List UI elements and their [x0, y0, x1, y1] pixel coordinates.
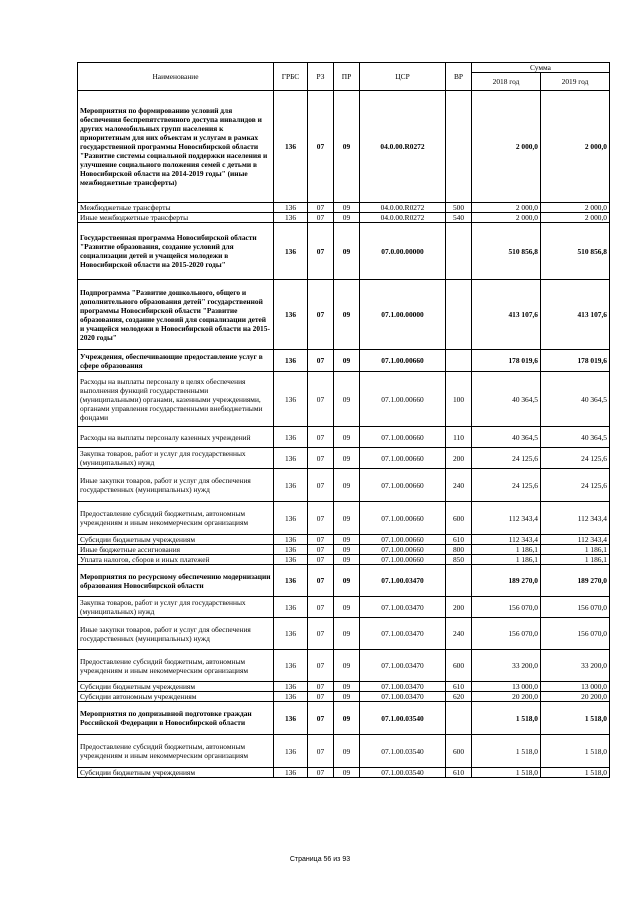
row-sum-2018: 156 070,0: [472, 597, 541, 618]
row-sum-2018: 2 000,0: [472, 213, 541, 223]
row-sum-2018: 40 364,5: [472, 372, 541, 427]
row-vr: 240: [446, 469, 472, 502]
row-pr: 09: [334, 280, 360, 350]
header-vr: ВР: [446, 63, 472, 91]
row-vr: [446, 223, 472, 280]
row-sum-2019: 1 518,0: [541, 702, 610, 735]
row-rz: 07: [308, 555, 334, 565]
row-rz: 07: [308, 350, 334, 372]
row-csr: 07.1.00.03470: [360, 650, 446, 682]
row-grbs: 136: [274, 223, 308, 280]
row-name: Мероприятия по ресурсному обеспечению модернизации образования Новосибирской области: [78, 565, 274, 597]
table-row: [78, 682, 610, 692]
row-grbs: 136: [274, 702, 308, 735]
row-pr: 09: [334, 223, 360, 280]
row-sum-2019: 20 200,0: [541, 692, 610, 702]
row-csr: 07.1.00.00660: [360, 502, 446, 535]
row-pr: 09: [334, 555, 360, 565]
row-pr: 09: [334, 768, 360, 778]
row-sum-2019: 510 856,8: [541, 223, 610, 280]
row-sum-2019: 24 125,6: [541, 469, 610, 502]
table-row: [78, 203, 610, 213]
row-sum-2018: 1 186,1: [472, 545, 541, 555]
row-rz: 07: [308, 597, 334, 618]
row-sum-2019: 1 518,0: [541, 735, 610, 768]
header-sum: Сумма: [472, 63, 610, 73]
row-grbs: 136: [274, 203, 308, 213]
row-sum-2018: 40 364,5: [472, 427, 541, 448]
table-row: [78, 223, 610, 280]
row-csr: 07.1.00.03470: [360, 692, 446, 702]
row-sum-2019: 1 186,1: [541, 545, 610, 555]
row-grbs: 136: [274, 768, 308, 778]
row-rz: 07: [308, 469, 334, 502]
row-vr: 610: [446, 768, 472, 778]
row-rz: 07: [308, 448, 334, 469]
row-sum-2018: 13 000,0: [472, 682, 541, 692]
table-row: [78, 535, 610, 545]
row-pr: 09: [334, 735, 360, 768]
row-rz: 07: [308, 280, 334, 350]
row-pr: 09: [334, 91, 360, 203]
row-grbs: 136: [274, 427, 308, 448]
row-rz: 07: [308, 682, 334, 692]
row-csr: 07.1.00.00660: [360, 555, 446, 565]
row-grbs: 136: [274, 502, 308, 535]
row-grbs: 136: [274, 597, 308, 618]
row-vr: 110: [446, 427, 472, 448]
table-row: [78, 735, 610, 768]
row-pr: 09: [334, 427, 360, 448]
table-row: [78, 768, 610, 778]
row-grbs: 136: [274, 682, 308, 692]
table-row: [78, 545, 610, 555]
row-sum-2018: 156 070,0: [472, 618, 541, 650]
row-name: Иные бюджетные ассигнования: [78, 545, 274, 555]
row-rz: 07: [308, 91, 334, 203]
row-sum-2018: 1 186,1: [472, 555, 541, 565]
row-name: Государственная программа Новосибирской области "Развитие образования, создание условий для социализации детей и учащейся молодежи в Новосибирской области на 2015-2020 годы": [78, 223, 274, 280]
row-pr: 09: [334, 213, 360, 223]
row-sum-2018: 24 125,6: [472, 469, 541, 502]
row-name: Расходы на выплаты персоналу в целях обеспечения выполнения функций государственными (муниципальными) органами, казенными учреждениями, органами управления государственными внебюджетными фондами: [78, 372, 274, 427]
row-rz: 07: [308, 203, 334, 213]
row-sum-2019: 112 343,4: [541, 535, 610, 545]
row-vr: 610: [446, 535, 472, 545]
row-sum-2018: 1 518,0: [472, 768, 541, 778]
row-name: Учреждения, обеспечивающие предоставление услуг в сфере образования: [78, 350, 274, 372]
row-name: Субсидии бюджетным учреждениям: [78, 768, 274, 778]
row-sum-2019: 413 107,6: [541, 280, 610, 350]
row-sum-2019: 178 019,6: [541, 350, 610, 372]
row-csr: 04.0.00.R0272: [360, 213, 446, 223]
row-grbs: 136: [274, 545, 308, 555]
row-sum-2018: 189 270,0: [472, 565, 541, 597]
row-pr: 09: [334, 502, 360, 535]
row-sum-2019: 40 364,5: [541, 372, 610, 427]
row-rz: 07: [308, 223, 334, 280]
row-name: Предоставление субсидий бюджетным, автономным учреждениям и иным некоммерческим организациям: [78, 735, 274, 768]
page-number: Страница 56 из 93: [289, 856, 351, 863]
row-sum-2018: 112 343,4: [472, 502, 541, 535]
row-grbs: 136: [274, 692, 308, 702]
row-sum-2019: 156 070,0: [541, 597, 610, 618]
row-vr: [446, 280, 472, 350]
row-vr: [446, 91, 472, 203]
row-sum-2018: 510 856,8: [472, 223, 541, 280]
row-grbs: 136: [274, 350, 308, 372]
table-row: [78, 213, 610, 223]
header-2018: 2018 год: [472, 73, 541, 91]
row-name: Субсидии бюджетным учреждениям: [78, 682, 274, 692]
row-sum-2019: 1 518,0: [541, 768, 610, 778]
row-rz: 07: [308, 213, 334, 223]
row-vr: 100: [446, 372, 472, 427]
row-sum-2018: 24 125,6: [472, 448, 541, 469]
table-row: [78, 502, 610, 535]
row-vr: 200: [446, 448, 472, 469]
row-pr: 09: [334, 350, 360, 372]
row-vr: [446, 565, 472, 597]
row-pr: 09: [334, 535, 360, 545]
header-grbs: ГРБС: [274, 63, 308, 91]
header-2019: 2019 год: [541, 73, 610, 91]
row-rz: 07: [308, 502, 334, 535]
row-sum-2018: 112 343,4: [472, 535, 541, 545]
row-csr: 07.1.00.03470: [360, 682, 446, 692]
row-csr: 07.1.00.03470: [360, 565, 446, 597]
row-grbs: 136: [274, 91, 308, 203]
row-sum-2019: 33 200,0: [541, 650, 610, 682]
row-pr: 09: [334, 372, 360, 427]
header-pr: ПР: [334, 63, 360, 91]
row-name: Иные межбюджетные трансферты: [78, 213, 274, 223]
row-sum-2018: 2 000,0: [472, 91, 541, 203]
row-csr: 07.1.00.03470: [360, 618, 446, 650]
row-sum-2019: 1 186,1: [541, 555, 610, 565]
row-name: Уплата налогов, сборов и иных платежей: [78, 555, 274, 565]
table-row: [78, 650, 610, 682]
row-pr: 09: [334, 682, 360, 692]
row-csr: 07.1.00.03540: [360, 735, 446, 768]
row-sum-2018: 1 518,0: [472, 702, 541, 735]
row-rz: 07: [308, 692, 334, 702]
row-csr: 07.1.00.00000: [360, 280, 446, 350]
row-rz: 07: [308, 535, 334, 545]
table-row: [78, 702, 610, 735]
row-csr: 07.1.00.00660: [360, 448, 446, 469]
table-row: [78, 555, 610, 565]
row-rz: 07: [308, 768, 334, 778]
row-rz: 07: [308, 702, 334, 735]
row-name: Подпрограмма "Развитие дошкольного, общего и дополнительного образования детей" государственной программы Новосибирской области "Развитие образования, создание условий для социализации детей и учащейся молодежи в Новосибирской области на 2015-2020 годы": [78, 280, 274, 350]
row-sum-2019: 24 125,6: [541, 448, 610, 469]
table-row: [78, 692, 610, 702]
row-vr: 600: [446, 650, 472, 682]
row-vr: 600: [446, 502, 472, 535]
table-row: [78, 618, 610, 650]
row-vr: 200: [446, 597, 472, 618]
row-rz: 07: [308, 427, 334, 448]
row-sum-2019: 156 070,0: [541, 618, 610, 650]
row-vr: [446, 350, 472, 372]
row-grbs: 136: [274, 565, 308, 597]
row-pr: 09: [334, 545, 360, 555]
row-rz: 07: [308, 618, 334, 650]
row-grbs: 136: [274, 555, 308, 565]
row-name: Субсидии бюджетным учреждениям: [78, 535, 274, 545]
row-rz: 07: [308, 545, 334, 555]
row-csr: 07.1.00.03470: [360, 597, 446, 618]
table-row: [78, 469, 610, 502]
table-row: [78, 280, 610, 350]
row-pr: 09: [334, 203, 360, 213]
row-vr: 800: [446, 545, 472, 555]
row-pr: 09: [334, 702, 360, 735]
row-vr: 240: [446, 618, 472, 650]
row-sum-2018: 178 019,6: [472, 350, 541, 372]
row-csr: 07.1.00.00660: [360, 372, 446, 427]
row-vr: 600: [446, 735, 472, 768]
row-pr: 09: [334, 692, 360, 702]
row-csr: 04.0.00.R0272: [360, 203, 446, 213]
header-rz: РЗ: [308, 63, 334, 91]
row-name: Мероприятия по допризывной подготовке граждан Российской Федерации в Новосибирской области: [78, 702, 274, 735]
row-grbs: 136: [274, 372, 308, 427]
row-grbs: 136: [274, 448, 308, 469]
table-row: [78, 448, 610, 469]
row-sum-2019: 2 000,0: [541, 91, 610, 203]
row-pr: 09: [334, 597, 360, 618]
row-grbs: 136: [274, 213, 308, 223]
row-csr: 07.1.00.00660: [360, 545, 446, 555]
row-sum-2019: 13 000,0: [541, 682, 610, 692]
row-name: Субсидии автономным учреждениям: [78, 692, 274, 702]
row-rz: 07: [308, 735, 334, 768]
row-pr: 09: [334, 469, 360, 502]
row-name: Иные закупки товаров, работ и услуг для обеспечения государственных (муниципальных) нужд: [78, 618, 274, 650]
row-sum-2018: 33 200,0: [472, 650, 541, 682]
row-csr: 07.1.00.03540: [360, 702, 446, 735]
row-vr: 610: [446, 682, 472, 692]
row-name: Предоставление субсидий бюджетным, автономным учреждениям и иным некоммерческим организациям: [78, 502, 274, 535]
row-pr: 09: [334, 650, 360, 682]
row-name: Предоставление субсидий бюджетным, автономным учреждениям и иным некоммерческим организациям: [78, 650, 274, 682]
table-row: [78, 427, 610, 448]
budget-table: [77, 62, 610, 778]
row-grbs: 136: [274, 469, 308, 502]
row-sum-2019: 2 000,0: [541, 213, 610, 223]
row-grbs: 136: [274, 735, 308, 768]
row-grbs: 136: [274, 618, 308, 650]
row-csr: 07.1.00.00660: [360, 427, 446, 448]
row-name: Расходы на выплаты персоналу казенных учреждений: [78, 427, 274, 448]
row-sum-2019: 189 270,0: [541, 565, 610, 597]
row-grbs: 136: [274, 535, 308, 545]
row-vr: 620: [446, 692, 472, 702]
row-csr: 07.1.00.00660: [360, 350, 446, 372]
row-pr: 09: [334, 448, 360, 469]
row-csr: 07.0.00.00000: [360, 223, 446, 280]
row-csr: 07.1.00.03540: [360, 768, 446, 778]
row-rz: 07: [308, 372, 334, 427]
row-vr: 850: [446, 555, 472, 565]
row-csr: 07.1.00.00660: [360, 469, 446, 502]
table-row: [78, 565, 610, 597]
row-grbs: 136: [274, 650, 308, 682]
row-rz: 07: [308, 565, 334, 597]
row-sum-2018: 20 200,0: [472, 692, 541, 702]
row-vr: 540: [446, 213, 472, 223]
table-row: [78, 597, 610, 618]
header-csr: ЦСР: [360, 63, 446, 91]
table-row: [78, 372, 610, 427]
row-grbs: 136: [274, 280, 308, 350]
row-name: Мероприятия по формированию условий для обеспечения беспрепятственного доступа инвалидов и других маломобильных групп населения к приоритетным для них объектам и услугам в рамках государственной программы Новосибирской области "Развитие системы социальной поддержки населения и улучшение социального положения семей с детьми в Новосибирской области на 2014-2019 годы" (иные межбюджетные трансферты): [78, 91, 274, 203]
row-name: Межбюджетные трансферты: [78, 203, 274, 213]
row-name: Иные закупки товаров, работ и услуг для обеспечения государственных (муниципальных) нужд: [78, 469, 274, 502]
row-vr: 500: [446, 203, 472, 213]
row-sum-2018: 413 107,6: [472, 280, 541, 350]
table-row: [78, 350, 610, 372]
row-sum-2019: 2 000,0: [541, 203, 610, 213]
table-row: [78, 91, 610, 203]
row-sum-2019: 112 343,4: [541, 502, 610, 535]
row-name: Закупка товаров, работ и услуг для государственных (муниципальных) нужд: [78, 448, 274, 469]
row-name: Закупка товаров, работ и услуг для государственных (муниципальных) нужд: [78, 597, 274, 618]
row-csr: 07.1.00.00660: [360, 535, 446, 545]
row-rz: 07: [308, 650, 334, 682]
row-sum-2018: 1 518,0: [472, 735, 541, 768]
row-pr: 09: [334, 618, 360, 650]
row-sum-2018: 2 000,0: [472, 203, 541, 213]
row-csr: 04.0.00.R0272: [360, 91, 446, 203]
row-pr: 09: [334, 565, 360, 597]
row-sum-2019: 40 364,5: [541, 427, 610, 448]
header-name: Наименование: [78, 63, 274, 91]
row-vr: [446, 702, 472, 735]
